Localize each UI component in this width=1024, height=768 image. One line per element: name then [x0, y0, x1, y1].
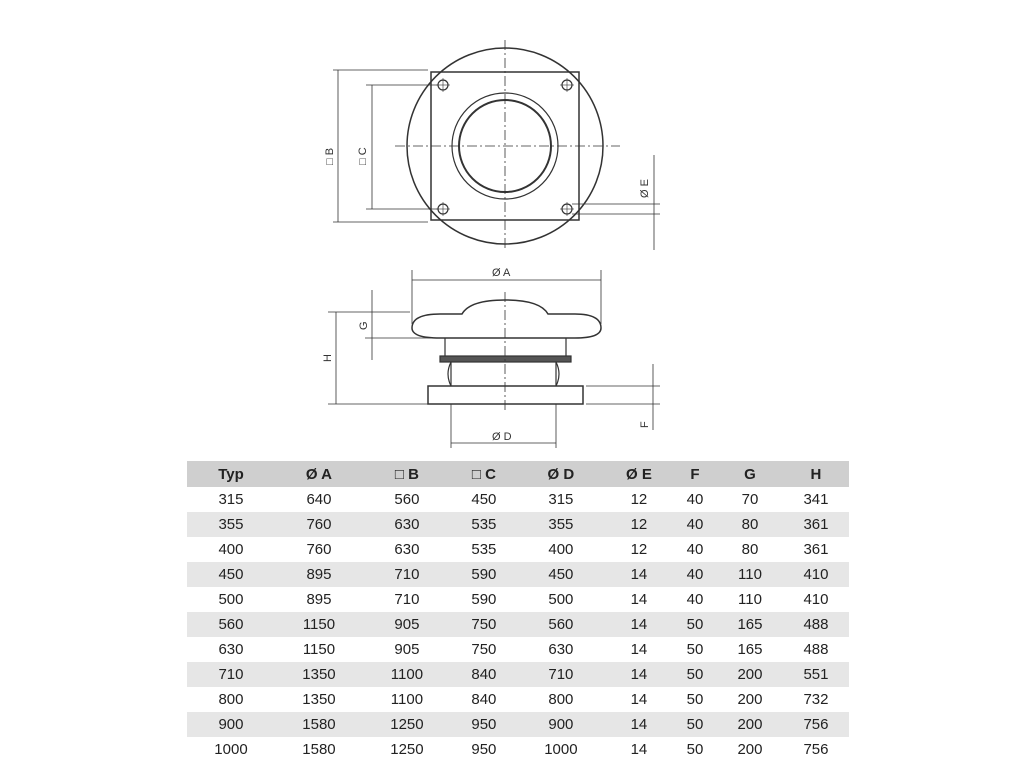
table-cell: 14: [605, 662, 673, 687]
table-cell: 1150: [275, 637, 363, 662]
table-cell: 14: [605, 687, 673, 712]
table-cell: 1150: [275, 612, 363, 637]
table-cell: 450: [451, 487, 517, 512]
table-cell: 950: [451, 737, 517, 762]
table-cell: 640: [275, 487, 363, 512]
table-cell: 1350: [275, 687, 363, 712]
label-a: Ø A: [492, 267, 511, 279]
table-cell: 400: [187, 537, 275, 562]
motor-band: [440, 356, 571, 362]
table-cell: 630: [363, 512, 451, 537]
col-header-typ: Typ: [187, 461, 275, 487]
table-cell: 361: [783, 512, 849, 537]
table-row: [187, 712, 849, 737]
table-cell: 80: [717, 537, 783, 562]
table-cell: 165: [717, 612, 783, 637]
table-cell: 590: [451, 587, 517, 612]
col-header-c: □ C: [451, 461, 517, 487]
table-cell: 12: [605, 512, 673, 537]
table-cell: 40: [673, 487, 717, 512]
table-cell: 50: [673, 662, 717, 687]
table-row: [187, 612, 849, 637]
table-header-row: [187, 461, 849, 487]
table-cell: 14: [605, 737, 673, 762]
table-cell: 341: [783, 487, 849, 512]
label-h: H: [322, 354, 334, 362]
table-cell: 40: [673, 562, 717, 587]
table-row: [187, 487, 849, 512]
table-cell: 1350: [275, 662, 363, 687]
table-row: [187, 537, 849, 562]
table-cell: 750: [451, 637, 517, 662]
top-view: [333, 40, 660, 250]
table-cell: 14: [605, 712, 673, 737]
table-cell: 895: [275, 587, 363, 612]
col-header-a: Ø A: [275, 461, 363, 487]
col-header-d: Ø D: [517, 461, 605, 487]
table-cell: 80: [717, 512, 783, 537]
table-cell: 500: [517, 587, 605, 612]
table-cell: 12: [605, 537, 673, 562]
housing-curve: [448, 362, 559, 386]
table-row: [187, 512, 849, 537]
table-cell: 14: [605, 612, 673, 637]
table-cell: 40: [673, 587, 717, 612]
table-cell: 488: [783, 612, 849, 637]
table-cell: 50: [673, 687, 717, 712]
table-cell: 756: [783, 737, 849, 762]
table-row: [187, 562, 849, 587]
table-cell: 50: [673, 612, 717, 637]
table-cell: 70: [717, 487, 783, 512]
table-cell: 355: [517, 512, 605, 537]
col-header-e: Ø E: [605, 461, 673, 487]
table-cell: 710: [187, 662, 275, 687]
table-cell: 50: [673, 737, 717, 762]
label-b: □ B: [324, 147, 336, 165]
table-cell: 900: [187, 712, 275, 737]
dimension-g: [365, 290, 438, 360]
table-cell: 110: [717, 587, 783, 612]
table-cell: 760: [275, 512, 363, 537]
label-g: G: [358, 321, 370, 330]
table-cell: 450: [187, 562, 275, 587]
table-cell: 900: [517, 712, 605, 737]
table-cell: 630: [517, 637, 605, 662]
table-row: [187, 662, 849, 687]
table-cell: 14: [605, 587, 673, 612]
dimensions-table: [187, 461, 849, 762]
table-cell: 1580: [275, 737, 363, 762]
label-d: Ø D: [492, 431, 512, 443]
table-cell: 165: [717, 637, 783, 662]
table-cell: 200: [717, 737, 783, 762]
dimension-h: [328, 312, 428, 404]
table-cell: 1250: [363, 737, 451, 762]
table-cell: 315: [517, 487, 605, 512]
table-cell: 200: [717, 712, 783, 737]
col-header-g: G: [717, 461, 783, 487]
table-cell: 12: [605, 487, 673, 512]
table-row: [187, 637, 849, 662]
col-header-h: H: [783, 461, 849, 487]
table-cell: 110: [717, 562, 783, 587]
table-cell: 40: [673, 537, 717, 562]
table-cell: 590: [451, 562, 517, 587]
table-cell: 560: [517, 612, 605, 637]
label-f: F: [639, 421, 651, 428]
table-cell: 361: [783, 537, 849, 562]
label-e: Ø E: [639, 179, 651, 198]
table-cell: 1100: [363, 687, 451, 712]
table-cell: 840: [451, 662, 517, 687]
label-c: □ C: [357, 147, 369, 165]
table-cell: 710: [363, 562, 451, 587]
table-cell: 315: [187, 487, 275, 512]
table-row: [187, 737, 849, 762]
table-cell: 535: [451, 537, 517, 562]
table-cell: 840: [451, 687, 517, 712]
table-cell: 410: [783, 562, 849, 587]
table-cell: 732: [783, 687, 849, 712]
table-cell: 551: [783, 662, 849, 687]
table-cell: 410: [783, 587, 849, 612]
table-cell: 630: [187, 637, 275, 662]
table-cell: 488: [783, 637, 849, 662]
table-cell: 535: [451, 512, 517, 537]
col-header-b: □ B: [363, 461, 451, 487]
table-cell: 1100: [363, 662, 451, 687]
table-cell: 750: [451, 612, 517, 637]
table-row: [187, 687, 849, 712]
table-cell: 1000: [187, 737, 275, 762]
table-cell: 560: [187, 612, 275, 637]
table-body: [187, 487, 849, 762]
col-header-f: F: [673, 461, 717, 487]
table-cell: 1580: [275, 712, 363, 737]
table-cell: 905: [363, 612, 451, 637]
base-flange: [428, 386, 583, 404]
table-cell: 200: [717, 687, 783, 712]
table-cell: 450: [517, 562, 605, 587]
table-cell: 710: [363, 587, 451, 612]
dimension-c: [366, 85, 438, 209]
table-cell: 1000: [517, 737, 605, 762]
table-cell: 14: [605, 637, 673, 662]
table-row: [187, 587, 849, 612]
table-cell: 895: [275, 562, 363, 587]
table-cell: 50: [673, 712, 717, 737]
table-cell: 355: [187, 512, 275, 537]
table-cell: 1250: [363, 712, 451, 737]
cap: [412, 300, 601, 338]
table-cell: 560: [363, 487, 451, 512]
table-cell: 950: [451, 712, 517, 737]
table-cell: 756: [783, 712, 849, 737]
side-view: [328, 270, 660, 448]
table-cell: 905: [363, 637, 451, 662]
table-cell: 630: [363, 537, 451, 562]
table-cell: 50: [673, 637, 717, 662]
table-cell: 200: [717, 662, 783, 687]
table-cell: 800: [187, 687, 275, 712]
table-cell: 400: [517, 537, 605, 562]
table-cell: 760: [275, 537, 363, 562]
table-cell: 800: [517, 687, 605, 712]
dimension-f: [586, 364, 660, 430]
table-cell: 14: [605, 562, 673, 587]
table-cell: 500: [187, 587, 275, 612]
table-cell: 710: [517, 662, 605, 687]
table-cell: 40: [673, 512, 717, 537]
